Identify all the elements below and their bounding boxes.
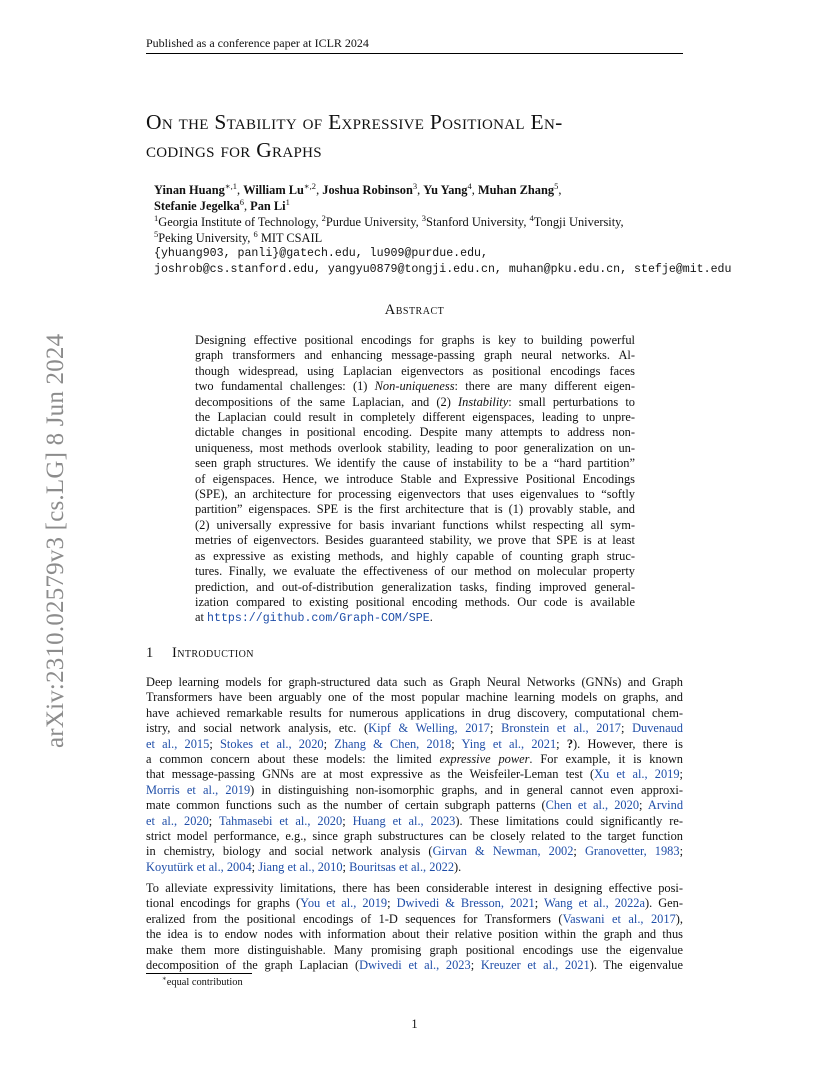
citation-link[interactable]: Ying et al., 2021 (461, 736, 557, 751)
body-line: eralized from the positional encodings of 1-D sequences for Transformers (Vaswani et al., 2017), (146, 911, 683, 926)
body-line: mate common functions such as the number of certain subgraph patterns (Chen et al., 2020; Arvind (146, 798, 684, 813)
author-name: Pan Li (250, 199, 286, 213)
affiliation-name: MIT CSAIL (257, 231, 323, 245)
abstract-body (195, 333, 635, 627)
body-line: that message-passing GNNs are at most expressive as the Weisfeiler-Leman test (Xu et al., 2019; (146, 767, 683, 782)
citation-link[interactable]: Arvind (647, 798, 684, 813)
citation-link[interactable]: et al., 2020 (146, 813, 209, 828)
abstract-line: two fundamental challenges: (1) Non-uniqueness: there are many different eigen- (195, 379, 635, 394)
header-rule (146, 53, 683, 54)
author-name: Joshua Robinson (322, 183, 413, 197)
author-separator: , (417, 183, 424, 197)
author-name: Stefanie Jegelka (154, 199, 240, 213)
author-name: William Lu (243, 183, 304, 197)
body-line: tional encodings for graphs (You et al., 2019; Dwivedi & Bresson, 2021; Wang et al., 2022a). Gen- (146, 896, 683, 911)
abstract-line: Designing effective positional encodings for graphs is key to building powerful (195, 333, 635, 347)
body-line: et al., 2015; Stokes et al., 2020; Zhang & Chen, 2018; Ying et al., 2021; ?). However, there is (146, 736, 683, 751)
citation-link[interactable]: Bouritsas et al., 2022 (349, 859, 455, 874)
emphasis: expressive power (439, 752, 530, 767)
footnote-mark: ∗ (162, 974, 167, 983)
author-affil-mark: 1 (285, 196, 290, 207)
body-line: have achieved remarkable results for numerous applications in drug discovery, computational chem- (146, 705, 683, 720)
abstract-line: tures. Finally, we evaluate the effectiveness of our method on molecular property (195, 564, 635, 579)
citation-link[interactable]: Tahmasebi et al., 2020 (218, 813, 343, 828)
abstract-line: at https://github.com/Graph-COM/SPE. (195, 610, 433, 626)
author-affil-mark: 3 (412, 180, 418, 191)
citation-link[interactable]: Dwivedi & Bresson, 2021 (396, 896, 535, 911)
code-link[interactable]: https://github.com/Graph-COM/SPE (207, 612, 430, 626)
citation-link[interactable]: et al., 2015 (146, 736, 210, 751)
abstract-line: metries of eigenvectors. Besides guaranteed stability, we prove that SPE is at least (195, 533, 635, 548)
affiliation-name: Peking University, (158, 231, 254, 245)
section-number: 1 (146, 645, 154, 661)
abstract-line: of eigenspaces. Hence, we introduce Stable and Expressive Positional Encodings (195, 471, 635, 486)
affiliation-mark: 4 (529, 212, 534, 223)
citation-link[interactable]: Chen et al., 2020 (545, 798, 640, 813)
abstract-line: graph transformers and enhancing message-passing graph neural networks. Al- (195, 348, 635, 363)
affiliation-name: Purdue University, (325, 215, 422, 229)
intro-paragraph-2 (146, 881, 683, 973)
author-separator: , (316, 183, 323, 197)
affiliation-mark: 5 (154, 228, 159, 239)
author-separator: , (243, 199, 251, 213)
running-header: Published as a conference paper at ICLR 2024 (146, 36, 369, 50)
abstract-line: (SPE), an architecture for processing eigenvectors that uses eigenvalues to “softly (195, 487, 635, 502)
abstract-line: decompositions of the same Laplacian, and (2) Instability: small perturbations to (195, 394, 635, 409)
author-affil-mark: 6 (239, 196, 244, 207)
intro-paragraph-1 (146, 675, 683, 875)
abstract-line: partition” eigenspaces. SPE is the first architecture that is (1) provably stable, and (195, 502, 635, 517)
citation-link[interactable]: You et al., 2019 (300, 896, 388, 911)
author-names-line-1 (154, 182, 684, 198)
abstract-line: as expressive as existing methods, and highly capable of counting graph struc- (195, 548, 635, 563)
abstract-line: uniqueness, most methods overlook stability, leading to poor generalization on un- (195, 440, 635, 455)
citation-link[interactable]: Jiang et al., 2010 (258, 859, 343, 874)
citation-link[interactable]: Xu et al., 2019 (594, 767, 680, 782)
author-affil-mark: ∗,1 (224, 180, 237, 191)
page-number: 1 (411, 1017, 418, 1031)
author-affil-mark: 4 (467, 180, 472, 191)
body-line: in chemistry, biology and social network analysis (Girvan & Newman, 2002; Granovetter, 1983; (146, 844, 684, 859)
body-line: strict model performance, e.g., since graph substructures can be closely related to the target function (146, 829, 683, 844)
body-line: Deep learning models for graph-structured data such as Graph Neural Networks (GNNs) and Graph (146, 675, 683, 689)
citation-link[interactable]: Huang et al., 2023 (352, 813, 456, 828)
author-affil-mark: 5 (554, 180, 559, 191)
abstract-line: prediction, and out-of-distribution generalization tasks, finding improved general- (195, 579, 635, 594)
body-line: Morris et al., 2019) in distinguishing non-isomorphic graphs, and in general cannot even approxi- (146, 782, 683, 797)
abstract-line: though widespread, using Laplacian eigenvectors as positional encodings faces (195, 363, 635, 378)
affiliation-mark: 3 (421, 212, 427, 223)
citation-link[interactable]: Vaswani et al., 2017 (562, 911, 676, 926)
abstract-line: seen graph structures. We identify the cause of instability to be a “hard partition” (195, 456, 635, 471)
author-names-line-2 (154, 198, 684, 214)
affiliation-name: Stanford University, (426, 215, 530, 229)
citation-link[interactable]: Stokes et al., 2020 (220, 736, 324, 751)
emphasis: Instability (458, 394, 509, 409)
body-line: make them more distinguishable. Many promising graph positional encodings use the eigenvalue (146, 942, 683, 957)
arxiv-stamp: arXiv:2310.02579v3 [cs.LG] 8 Jun 2024 (42, 333, 69, 748)
emails-line-2: joshrob@cs.stanford.edu, yangyu0879@tongji.edu.cn, muhan@pku.edu.cn, stefje@mit.edu (154, 263, 732, 276)
title-line: codings for Graphs (146, 138, 322, 162)
affiliation-name: Georgia Institute of Technology, (158, 215, 322, 229)
author-name: Yinan Huang (154, 183, 225, 197)
emails-line-1: {yhuang903, panli}@gatech.edu, lu909@purdue.edu, (154, 247, 488, 260)
author-separator: , (558, 183, 562, 197)
affiliation-mark: 1 (154, 212, 159, 223)
abstract-line: ization compared to existing positional encoding methods. Our code is available (195, 594, 635, 609)
author-separator: , (236, 183, 244, 197)
citation-link[interactable]: Duvenaud (632, 721, 684, 736)
citation-link[interactable]: Morris et al., 2019 (146, 782, 251, 797)
citation-link[interactable]: Koyutürk et al., 2004 (146, 859, 252, 874)
citation-link[interactable]: Bronstein et al., 2017 (501, 721, 621, 736)
title-line: On the Stability of Expressive Positional En- (146, 110, 563, 134)
author-separator: , (471, 183, 478, 197)
citation-link[interactable]: Kreuzer et al., 2021 (480, 958, 590, 973)
body-line: et al., 2020; Tahmasebi et al., 2020; Huang et al., 2023). These limitations could significantly re- (146, 813, 683, 828)
author-block (154, 180, 732, 278)
section-title: Introduction (172, 645, 254, 661)
abstract-line: the Laplacian could result in completely different eigenspaces, leading to unpre- (195, 410, 635, 425)
citation-link[interactable]: Zhang & Chen, 2018 (334, 736, 452, 751)
footnote-text: equal contribution (166, 977, 243, 988)
body-line: Koyutürk et al., 2004; Jiang et al., 2010; Bouritsas et al., 2022). (146, 859, 462, 874)
affiliation-name: Tongji University, (533, 215, 624, 229)
affiliations-line-2 (154, 230, 684, 246)
body-line: the idea is to endow nodes with information about their relative position within the graph and thus (146, 927, 683, 942)
citation-link[interactable]: Dwivedi et al., 2023 (359, 958, 471, 973)
citation-link[interactable]: Granovetter, 1983 (584, 844, 680, 859)
citation-link[interactable]: Girvan & Newman, 2002 (432, 844, 574, 859)
section-heading-introduction (146, 645, 254, 662)
paper-title (146, 108, 691, 164)
missing-citation: ? (566, 736, 574, 751)
author-name: Yu Yang (423, 183, 468, 197)
affiliation-mark: 2 (321, 212, 326, 223)
emphasis: Non-uniqueness (374, 379, 455, 394)
affiliation-mark: 6 (253, 228, 258, 239)
citation-link[interactable]: Kipf & Welling, 2017 (368, 721, 490, 736)
abstract-line: dictable changes in positional encoding. Despite many attempts to address non- (195, 425, 635, 440)
abstract-line: (2) universally expressive for basis invariant functions whilst respecting all sym- (195, 517, 635, 532)
body-line: istry, and social network analysis, etc. (Kipf & Welling, 2017; Bronstein et al., 2017; Duvenaud (146, 721, 684, 736)
body-line: decomposition of the graph Laplacian (Dwivedi et al., 2023; Kreuzer et al., 2021). The eigenvalue (146, 958, 684, 973)
body-line: To alleviate expressivity limitations, there has been considerable interest in designing effective posi- (146, 881, 683, 895)
citation-link[interactable]: Wang et al., 2022a (543, 896, 645, 911)
author-affil-mark: ∗,2 (303, 180, 317, 191)
footnote (162, 974, 243, 988)
abstract-heading: Abstract (384, 302, 445, 318)
author-name: Muhan Zhang (477, 183, 555, 197)
affiliations-line-1 (154, 214, 684, 230)
body-line: a common concern about these models: the limited expressive power. For example, it is known (146, 752, 683, 767)
body-line: Transformers have been arguably one of the most popular machine learning models on graphs, and (146, 690, 683, 705)
